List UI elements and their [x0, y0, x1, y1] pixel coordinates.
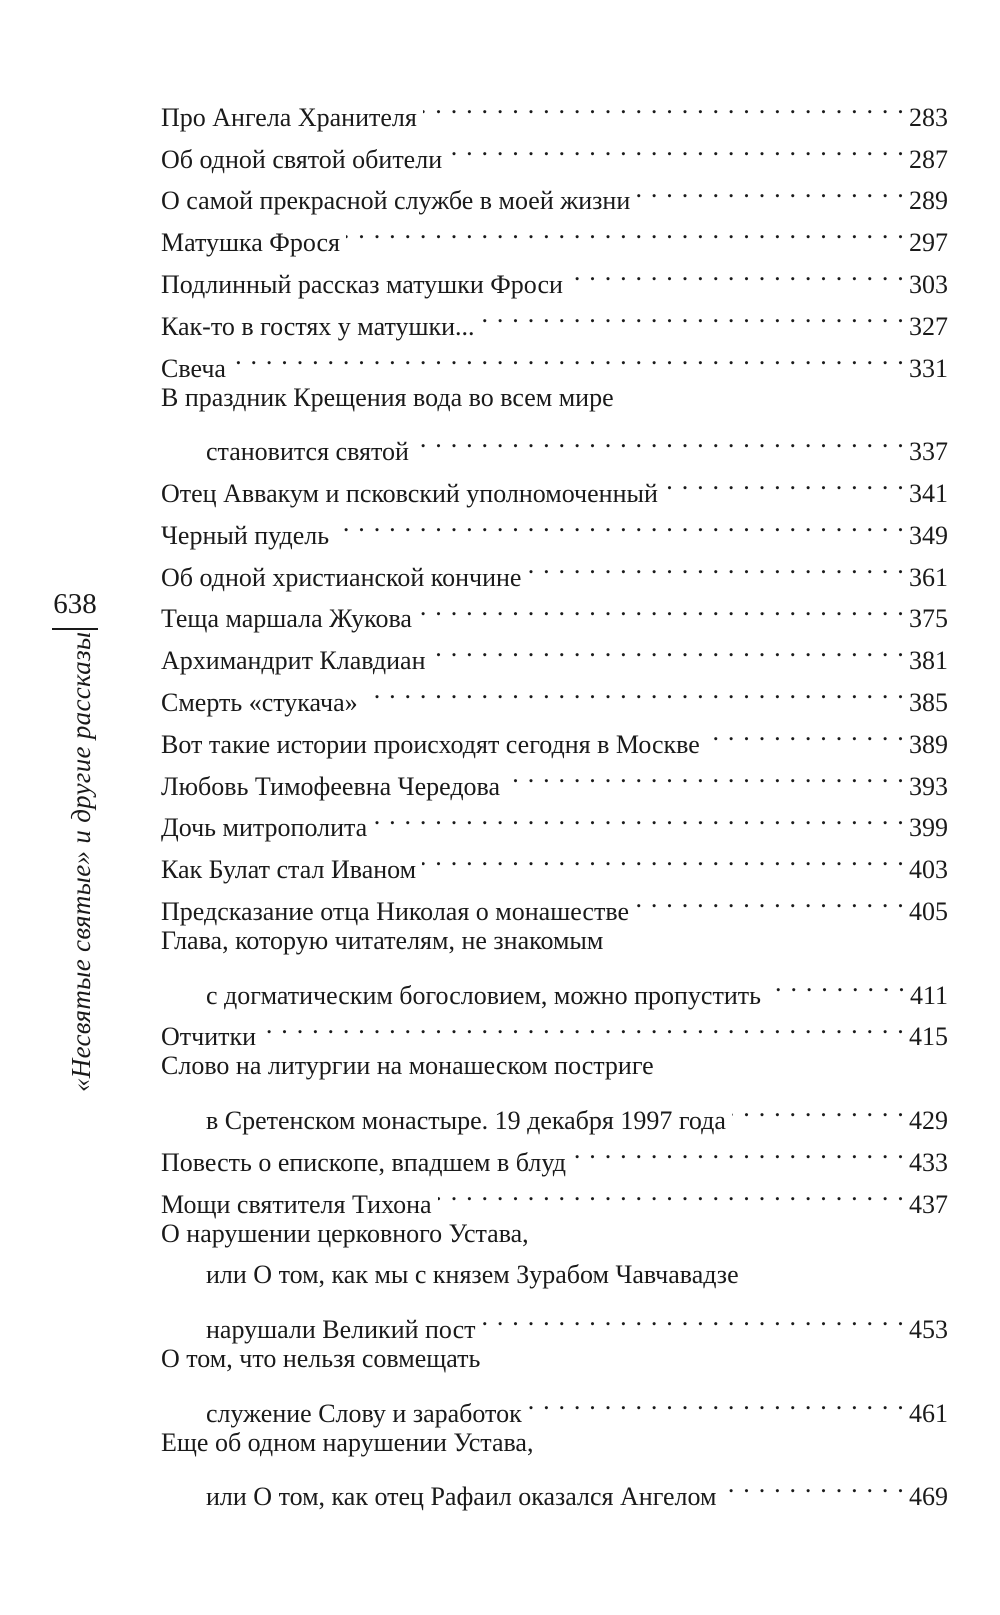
toc-entry-title: Мощи святителя Тихона: [161, 1189, 432, 1219]
toc-entry-page: 433: [909, 1147, 948, 1177]
toc-entry-title: в Сретенском монастыре. 19 декабря 1997 года: [206, 1105, 726, 1135]
toc-dot-leader: [262, 1004, 905, 1046]
toc-entry: [161, 1380, 948, 1428]
toc-entry-page: 327: [909, 311, 948, 341]
table-of-contents: [161, 84, 948, 1512]
toc-entry-title: О самой прекрасной службе в моей жизни: [161, 186, 631, 216]
toc-entry-title: Архимандрит Клавдиан: [161, 646, 426, 676]
toc-entry-title: или О том, как отец Рафаил оказался Ангелом: [206, 1482, 717, 1512]
toc-entry-title: Повесть о епископе, впадшем в блуд: [161, 1147, 566, 1177]
toc-dot-leader: [636, 168, 905, 210]
toc-entry-page: 399: [909, 813, 948, 843]
toc-entry-title: Слово на литургии на монашеском постриге: [161, 1051, 654, 1081]
running-title: «Несвятые святые» и другие рассказы: [66, 631, 96, 1092]
toc-entry-title: или О том, как мы с князем Зурабом Чавчавадзе: [206, 1260, 739, 1290]
toc-entry: [161, 1463, 948, 1512]
toc-dot-leader: [423, 84, 905, 126]
toc-entry-title: Черный пудель: [161, 520, 330, 550]
toc-dot-leader: [572, 1129, 905, 1171]
toc-dot-leader: [767, 962, 906, 1004]
toc-dot-leader: [706, 711, 905, 753]
toc-entry-title: Дочь митрополита: [161, 813, 368, 843]
toc-dot-leader: [232, 335, 905, 377]
toc-entry: [161, 1004, 948, 1052]
toc-entry-title: Отчитки: [161, 1022, 257, 1052]
toc-entry-title: с догматическим богословием, можно пропустить: [206, 980, 761, 1010]
toc-entry-page: 381: [909, 646, 948, 676]
toc-entry-page: 287: [909, 144, 948, 174]
toc-dot-leader: [448, 126, 905, 168]
toc-entry-page: 361: [909, 562, 948, 592]
toc-entry: [161, 920, 948, 962]
toc-entry-title: нарушали Великий пост: [206, 1314, 476, 1344]
toc-entry-title: Смерть «стукача»: [161, 687, 358, 717]
toc-dot-leader: [506, 753, 905, 795]
toc-dot-leader: [664, 460, 905, 502]
toc-entry-page: 349: [909, 520, 948, 550]
toc-entry-title: Вот такие истории происходят сегодня в Москве: [161, 729, 700, 759]
toc-entry-title: О нарушении церковного Устава,: [161, 1218, 529, 1248]
toc-entry-page: 437: [909, 1189, 948, 1219]
toc-entry-page: 385: [909, 687, 948, 717]
toc-entry-page: 415: [909, 1022, 948, 1052]
toc-entry: [161, 1087, 948, 1135]
toc-entry-title: Любовь Тимофеевна Чередова: [161, 771, 501, 801]
toc-dot-leader: [481, 1296, 905, 1338]
toc-entry-page: 453: [909, 1314, 948, 1344]
toc-entry: [161, 962, 948, 1010]
toc-entry-title: Еще об одном нарушении Устава,: [161, 1427, 534, 1457]
toc-entry-title: Свеча: [161, 353, 226, 383]
toc-dot-leader: [373, 795, 905, 837]
toc-entry-title: В праздник Крещения вода во всем мире: [161, 382, 614, 412]
toc-entry: [161, 1296, 948, 1344]
toc-entry-page: 403: [909, 855, 948, 885]
toc-entry: [161, 1213, 948, 1255]
toc-entry-title: О том, что нельзя совмещать: [161, 1343, 481, 1373]
toc-entry: [161, 418, 948, 467]
toc-entry-page: 289: [909, 186, 948, 216]
toc-entry-page: 411: [909, 980, 948, 1010]
toc-entry: [161, 335, 948, 383]
toc-dot-leader: [732, 1087, 905, 1129]
toc-dot-leader: [528, 1380, 905, 1422]
toc-dot-leader: [415, 418, 905, 460]
toc-dot-leader: [335, 502, 905, 544]
toc-entry-page: 461: [909, 1398, 948, 1428]
toc-dot-leader: [481, 293, 905, 335]
toc-dot-leader: [422, 836, 905, 878]
toc-entry: [161, 1338, 948, 1380]
toc-entry-page: 375: [909, 604, 948, 634]
page-number: 638: [53, 588, 97, 620]
toc-entry-title: Отец Аввакум и псковский уполномоченный: [161, 478, 658, 508]
toc-dot-leader: [432, 627, 905, 669]
toc-entry-title: Теща маршала Жукова: [161, 604, 412, 634]
toc-entry-title: Про Ангела Хранителя: [161, 102, 417, 132]
toc-entry-title: становится святой: [206, 437, 409, 467]
toc-dot-leader: [418, 586, 905, 628]
toc-entry-title: Подлинный рассказ матушки Фроси: [161, 269, 563, 299]
toc-dot-leader: [346, 209, 905, 251]
toc-entry-title: Предсказание отца Николая о монашестве: [161, 896, 629, 926]
toc-entry-title: Глава, которую читателям, не знакомым: [161, 925, 604, 955]
toc-entry-title: служение Слову и заработок: [206, 1398, 522, 1428]
toc-entry-page: 341: [909, 478, 948, 508]
toc-entry: [161, 1422, 948, 1464]
toc-dot-leader: [527, 544, 905, 586]
toc-entry-title: Об одной христианской кончине: [161, 562, 522, 592]
toc-dot-leader: [438, 1171, 905, 1213]
toc-entry-page: 337: [909, 437, 948, 467]
toc-entry-page: 331: [909, 353, 948, 383]
toc-entry: [161, 1045, 948, 1087]
toc-entry-page: 429: [909, 1105, 948, 1135]
toc-dot-leader: [723, 1463, 906, 1505]
toc-dot-leader: [635, 878, 905, 920]
toc-entry-title: Как-то в гостях у матушки...: [161, 311, 475, 341]
toc-entry-title: Об одной святой обители: [161, 144, 443, 174]
toc-entry-page: 405: [909, 896, 948, 926]
toc-entry-page: 393: [909, 771, 948, 801]
toc-dot-leader: [569, 251, 905, 293]
toc-entry-page: 283: [909, 102, 948, 132]
toc-entry: [161, 84, 948, 132]
toc-entry-page: 297: [909, 228, 948, 258]
toc-entry: [161, 1254, 948, 1296]
toc-entry: [161, 377, 948, 419]
toc-entry-title: Как Булат стал Иваном: [161, 855, 417, 885]
toc-entry-page: 469: [909, 1482, 948, 1512]
toc-entry-title: Матушка Фрося: [161, 228, 340, 258]
toc-entry-page: 303: [909, 269, 948, 299]
toc-entry-page: 389: [909, 729, 948, 759]
toc-dot-leader: [364, 669, 905, 711]
